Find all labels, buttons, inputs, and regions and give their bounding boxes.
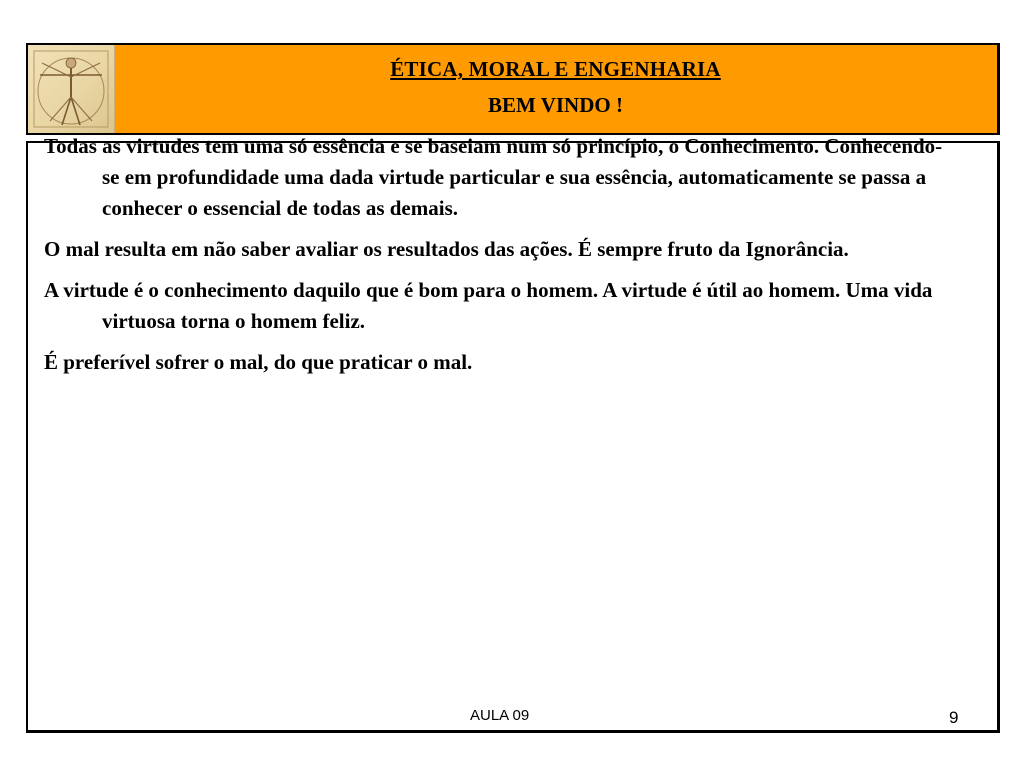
- footer-page-number: 9: [949, 708, 959, 727]
- slide-subtitle: BEM VINDO !: [488, 93, 623, 117]
- slide-header: [26, 43, 1000, 135]
- vitruvian-man-icon: [28, 45, 114, 133]
- slide-title: ÉTICA, MORAL E ENGENHARIA: [390, 57, 721, 81]
- footer-lesson-label: AULA 09: [470, 707, 530, 724]
- paragraph-virtue-knowledge: A virtude é o conhecimento daquilo que é bom para o homem. A virtude é útil ao homem. Uma vida virtuosa torna o homem feliz.: [44, 278, 933, 333]
- content-paragraphs: [44, 131, 956, 388]
- paragraph-evil: O mal resulta em não saber avaliar os resultados das ações. É sempre fruto da Ignorância.: [44, 237, 849, 261]
- paragraph-suffer-evil: É preferível sofrer o mal, do que praticar o mal.: [44, 350, 473, 374]
- vitruvian-man-image: [28, 45, 115, 133]
- paragraph-virtues: Todas as virtudes tem uma só essência e se baseiam num só princípio, o Conhecimento. Conhecendo-se em profundidade uma dada virtude particular e sua essência, automaticamente se passa a conhecer o essencial de todas as demais.: [44, 134, 943, 220]
